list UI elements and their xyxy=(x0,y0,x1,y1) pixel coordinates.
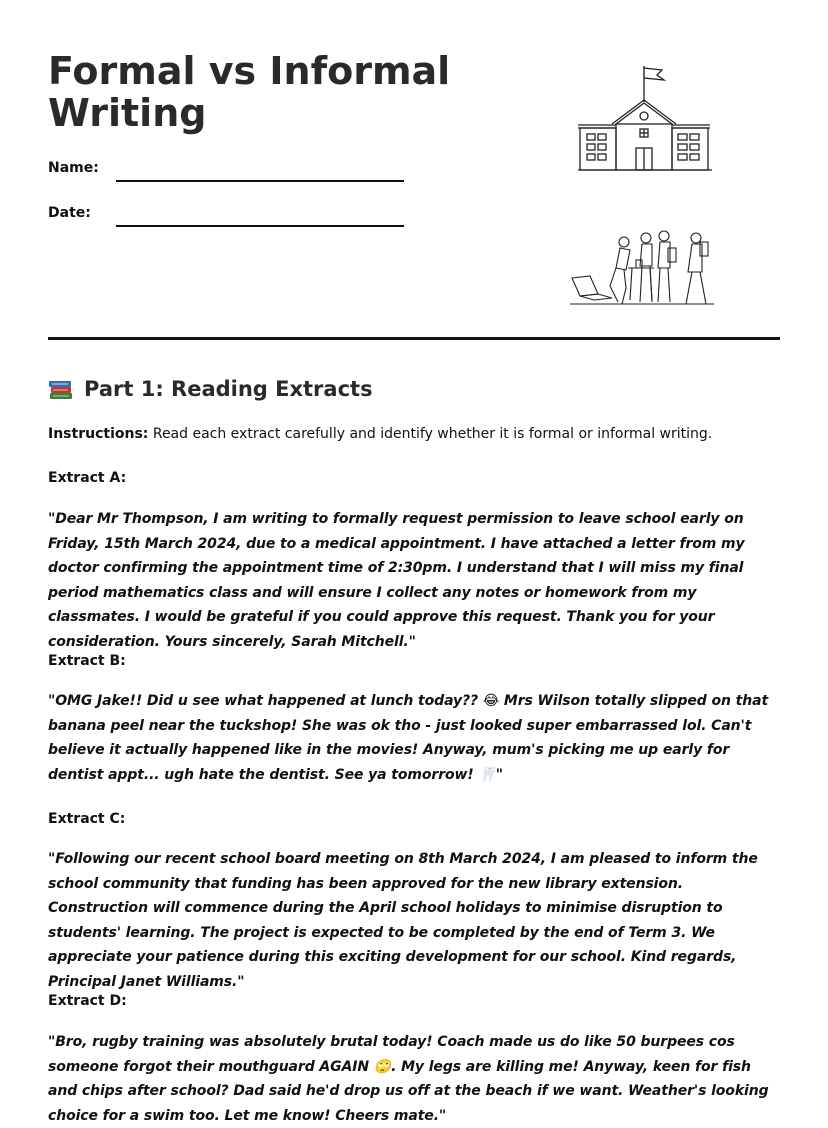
name-label: Name: xyxy=(48,160,99,176)
header-divider xyxy=(48,337,780,340)
extract-a-label: Extract A: xyxy=(48,470,127,486)
school-building-icon xyxy=(578,62,714,174)
extract-b-text: "OMG Jake!! Did u see what happened at lunch today?? 😂 Mrs Wilson totally slipped on that banana peel near the tuckshop! She was ok tho - just looked super embarrassed lol. Can't believe it actually happened like in the movies! Anyway, mum's picking me up early for dentist appt... ugh hate the dentist. See ya tomorrow! 🦷" xyxy=(48,693,769,783)
part1-heading xyxy=(48,374,373,404)
name-field-line[interactable] xyxy=(116,180,404,182)
worksheet-page xyxy=(48,0,780,1124)
part1-title: Part 1: Reading Extracts xyxy=(84,377,373,401)
students-group-icon xyxy=(568,228,718,308)
extract-b-label: Extract B: xyxy=(48,653,126,669)
date-label: Date: xyxy=(48,205,91,221)
date-field-line[interactable] xyxy=(116,225,404,227)
instructions xyxy=(48,424,712,444)
instructions-text: Read each extract carefully and identify whether it is formal or informal writing. xyxy=(148,426,713,442)
extract-d-text: "Bro, rugby training was absolutely brutal today! Coach made us do like 50 burpees cos someone forgot their mouthguard AGAIN 🙄. My legs are killing me! Anyway, keen for fish and chips after school? Dad said he'd drop us off at the beach if we want. Weather's looking choice for a swim too. Let me know! Cheers mate." xyxy=(48,1034,769,1124)
extract-d-label: Extract D: xyxy=(48,993,127,1009)
page-title: Formal vs Informal Writing xyxy=(48,49,451,135)
books-icon xyxy=(48,377,74,401)
extract-c-label: Extract C: xyxy=(48,811,126,827)
extract-a-text: "Dear Mr Thompson, I am writing to formally request permission to leave school early on Friday, 15th March 2024, due to a medical appointment. I have attached a letter from my doctor confirming the appointment time of 2:30pm. I understand that I will miss my final period mathematics class and will ensure I collect any notes or homework from my classmates. I would be grateful if you could approve this request. Thank you for your consideration. Yours sincerely, Sarah Mitchell." xyxy=(48,511,745,650)
instructions-label: Instructions: xyxy=(48,426,149,442)
extract-c-text: "Following our recent school board meeting on 8th March 2024, I am pleased to inform the school community that funding has been approved for the new library extension. Construction will commence during the April school holidays to minimise disruption to students' learning. The project is expected to be completed by the end of Term 3. We appreciate your patience during this exciting development for our school. Kind regards, Principal Janet Williams." xyxy=(48,851,758,990)
